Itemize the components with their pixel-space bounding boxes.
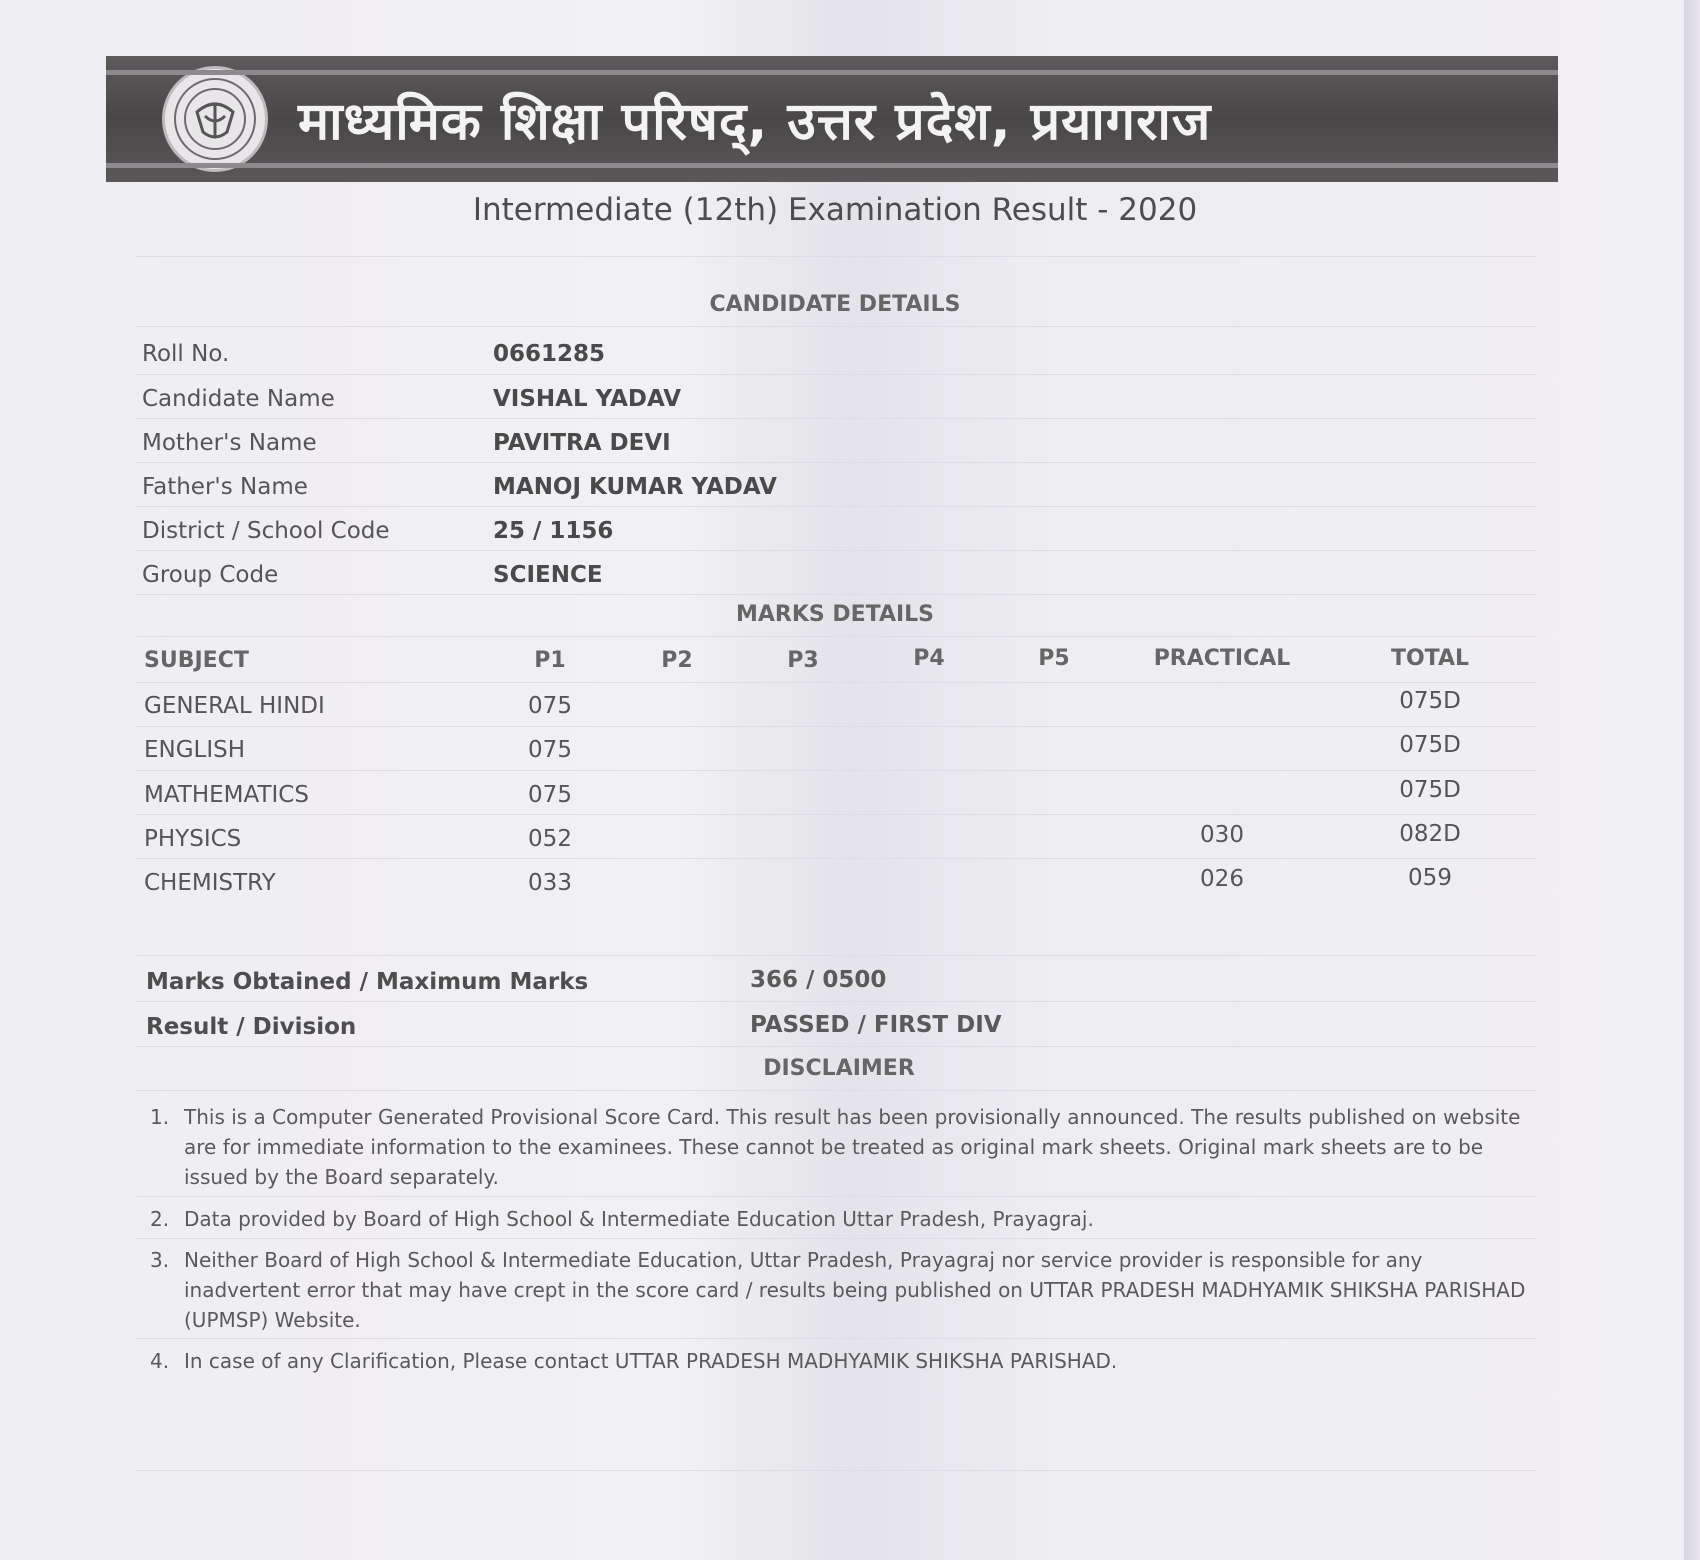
result-division-label: Result / Division (146, 1014, 357, 1040)
total-cell: 075D (1399, 732, 1461, 758)
divider (136, 462, 1536, 463)
list-item (150, 1245, 1530, 1335)
divider (136, 550, 1536, 551)
list-item (150, 1346, 1530, 1376)
subject-cell: PHYSICS (144, 826, 242, 852)
subject-cell: MATHEMATICS (144, 782, 309, 808)
divider (136, 256, 1536, 257)
list-item-number: 4. (150, 1349, 170, 1373)
divider (136, 726, 1536, 727)
disclaimer-title: DISCLAIMER (763, 1056, 915, 1081)
divider (136, 814, 1536, 815)
subject-cell: CHEMISTRY (144, 870, 276, 896)
divider (136, 506, 1536, 507)
marks-details-title: MARKS DETAILS (735, 602, 935, 627)
p1-cell: 075 (528, 693, 572, 719)
divider (136, 682, 1536, 683)
kv-value: PAVITRA DEVI (493, 430, 671, 456)
kv-value: VISHAL YADAV (493, 386, 682, 412)
divider (136, 1238, 1536, 1239)
divider (136, 858, 1536, 859)
kv-row-group-code (0, 554, 1700, 598)
total-cell: 082D (1399, 821, 1461, 847)
kv-row-fathers-name (0, 466, 1700, 510)
subject-cell: ENGLISH (144, 737, 246, 763)
marks-obtained-label: Marks Obtained / Maximum Marks (146, 969, 589, 995)
p1-cell: 075 (528, 737, 572, 763)
divider (136, 326, 1536, 327)
board-title-hindi: माध्यमिक शिक्षा परिषद्, उत्तर प्रदेश, प्रयागराज (298, 91, 1212, 152)
column-header-p1: P1 (534, 648, 566, 673)
kv-label: Group Code (142, 562, 279, 588)
p1-cell: 052 (528, 826, 572, 852)
kv-value: 0661285 (493, 341, 606, 367)
banner-top-stripe (106, 70, 1558, 75)
kv-label: Father's Name (142, 474, 308, 500)
column-header-total: TOTAL (1390, 646, 1470, 671)
list-item (150, 1102, 1530, 1192)
divider (136, 1046, 1536, 1047)
kv-value: MANOJ KUMAR YADAV (493, 474, 777, 500)
divider (136, 1196, 1536, 1197)
kv-row-roll-no (0, 333, 1700, 377)
marks-obtained-value: 366 / 0500 (750, 967, 887, 993)
divider (136, 1470, 1536, 1471)
list-item (150, 1204, 1530, 1234)
kv-value: SCIENCE (493, 562, 603, 588)
list-item-text: Data provided by Board of High School & Intermediate Education Uttar Pradesh, Prayagraj. (184, 1207, 1094, 1231)
practical-cell: 030 (1200, 822, 1244, 848)
list-item-number: 2. (150, 1207, 170, 1231)
upmsp-emblem-icon (162, 66, 268, 172)
kv-label: District / School Code (142, 518, 390, 544)
column-header-p5: P5 (1038, 646, 1070, 671)
list-item-number: 1. (150, 1105, 170, 1129)
divider (136, 1090, 1536, 1091)
divider (136, 374, 1536, 375)
candidate-details-title: CANDIDATE DETAILS (709, 292, 961, 317)
column-header-p4: P4 (913, 646, 945, 671)
kv-label: Mother's Name (142, 430, 317, 456)
divider (136, 594, 1536, 595)
list-item-text: In case of any Clarification, Please contact UTTAR PRADESH MADHYAMIK SHIKSHA PARISHAD. (184, 1349, 1118, 1373)
result-division-value: PASSED / FIRST DIV (750, 1012, 1002, 1038)
kv-label: Candidate Name (142, 386, 335, 412)
total-cell: 059 (1408, 865, 1452, 891)
kv-label: Roll No. (142, 341, 230, 367)
column-header-practical: PRACTICAL (1153, 646, 1291, 671)
paper-edge (1684, 0, 1700, 1560)
divider (136, 770, 1536, 771)
banner-bottom-stripe (106, 163, 1558, 168)
kv-row-candidate-name (0, 378, 1700, 422)
column-header-p2: P2 (661, 648, 693, 673)
list-item-text: Neither Board of High School & Intermediate Education, Uttar Pradesh, Prayagraj nor service provider is responsible for any inadvertent error that may have crept in the score card / results being published on UTTAR PRADESH MADHYAMIK SHIKSHA PARISHAD (UPMSP) Website. (184, 1248, 1526, 1332)
header-banner (106, 56, 1558, 182)
divider (136, 418, 1536, 419)
column-header-p3: P3 (787, 648, 819, 673)
exam-title: Intermediate (12th) Examination Result - 2020 (472, 192, 1198, 228)
divider (136, 1338, 1536, 1339)
practical-cell: 026 (1200, 866, 1244, 892)
p1-cell: 033 (528, 870, 572, 896)
total-cell: 075D (1399, 777, 1461, 803)
kv-row-district-school-code (0, 510, 1700, 554)
divider (136, 636, 1536, 637)
column-header-subject: SUBJECT (144, 648, 249, 673)
divider (136, 1001, 1536, 1002)
p1-cell: 075 (528, 782, 572, 808)
list-item-number: 3. (150, 1248, 170, 1272)
kv-value: 25 / 1156 (493, 518, 614, 544)
kv-row-mothers-name (0, 422, 1700, 466)
divider (136, 955, 1536, 956)
list-item-text: This is a Computer Generated Provisional Score Card. This result has been provisionally announced. The results published on website are for immediate information to the examinees. These cannot be treated as original mark sheets. Original mark sheets are to be issued by the Board separately. (184, 1105, 1521, 1189)
total-cell: 075D (1399, 688, 1461, 714)
subject-cell: GENERAL HINDI (144, 693, 325, 719)
